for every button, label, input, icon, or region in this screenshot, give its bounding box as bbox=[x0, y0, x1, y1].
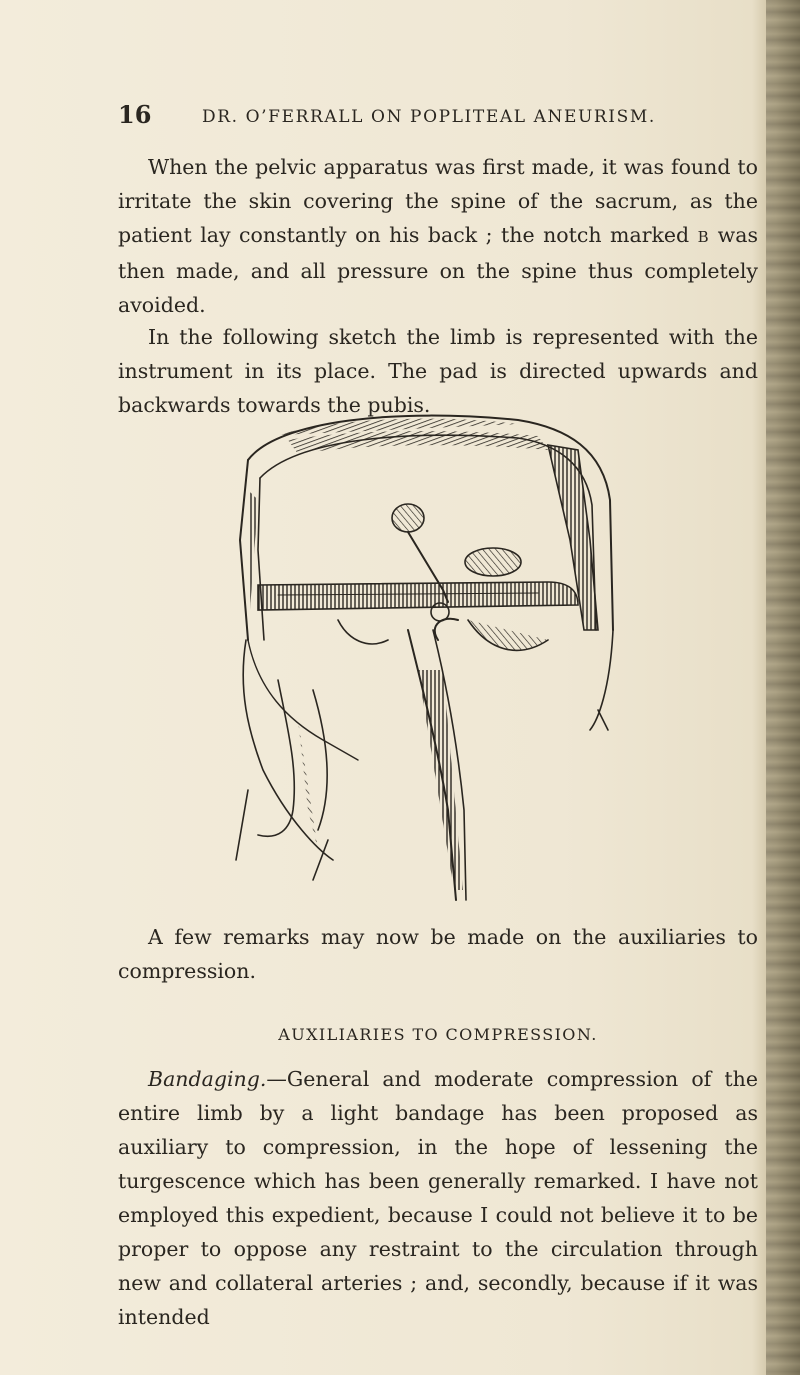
paragraph-lead-italic: Bandaging. bbox=[148, 1067, 267, 1091]
paragraph-auxiliaries-intro: A few remarks may now be made on the auxiliaries to compression. bbox=[118, 925, 758, 983]
engraving-illustration bbox=[218, 390, 628, 912]
compression-pad bbox=[392, 504, 424, 532]
paragraph-text: —General and moderate compression of the entire limb by a light bandage has been proposed as auxiliary to compression, in the hope of lessening the turgescence which has been generally remarked. I have not employed this expedient, because I could not believe it to be proper to oppose any restraint to the circulation through new and collateral arteries ; and, secondly, because if it was intended bbox=[118, 1067, 758, 1329]
running-head bbox=[118, 100, 758, 132]
page-number: 16 bbox=[118, 100, 152, 129]
paragraph-text: was then made, and all pressure on the spine thus completely avoided. bbox=[118, 223, 758, 317]
paragraph-sketch-intro: In the following sketch the limb is represented with the instrument in its place. The pad is directed upwards and backwards towards the pubis. bbox=[118, 325, 758, 417]
section-heading: AUXILIARIES TO COMPRESSION. bbox=[278, 1025, 598, 1044]
paragraph-bandaging bbox=[118, 1062, 758, 1334]
page-edge-shadow bbox=[766, 0, 800, 1375]
notch-mark-letter: B bbox=[697, 228, 710, 246]
thigh-bar bbox=[258, 582, 578, 610]
paragraph-text: When the pelvic apparatus was first made, it was found to irritate the skin covering the spine of the sacrum, as the patient lay constantly on his back ; the notch marked bbox=[118, 155, 758, 247]
running-head-title: DR. O’FERRALL ON POPLITEAL ANEURISM. bbox=[202, 107, 656, 127]
paragraph-pelvic-apparatus bbox=[118, 150, 758, 322]
figure-limb-with-instrument bbox=[218, 390, 628, 912]
